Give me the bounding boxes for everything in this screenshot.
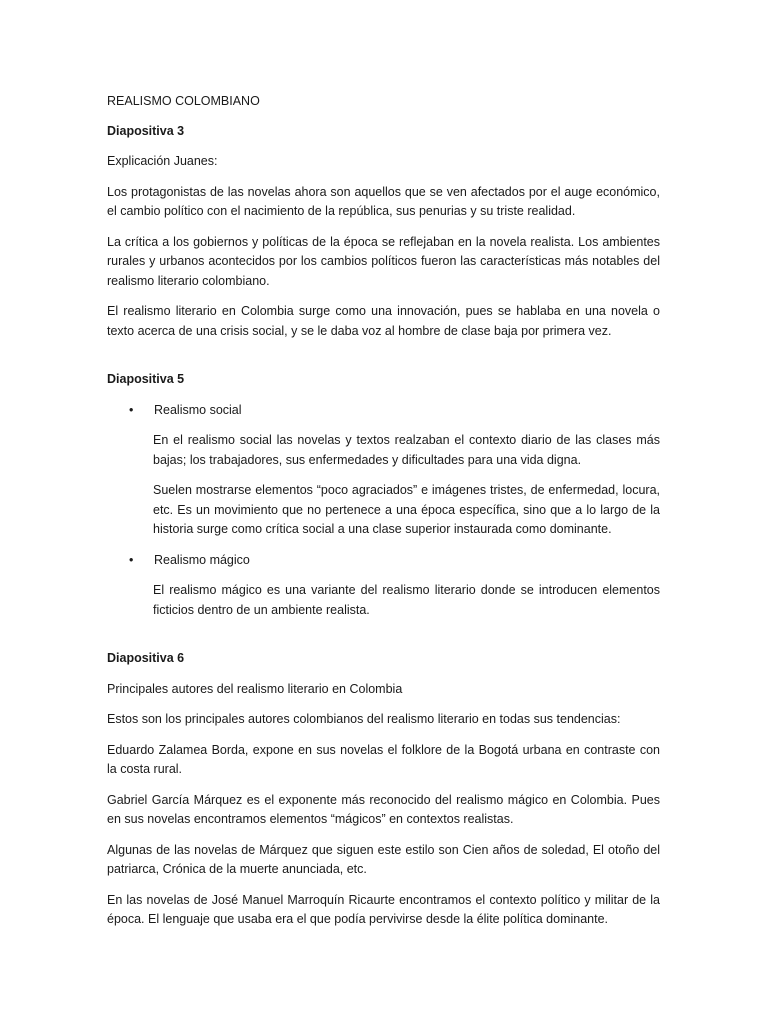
slide-3-paragraph: Los protagonistas de las novelas ahora son aquellos que se ven afectados por el auge económico, el cambio político con el nacimiento de la república, sus penurias y su triste realidad. bbox=[107, 184, 660, 218]
bullet-label: Realismo mágico bbox=[154, 552, 250, 567]
slide-6-paragraph: Gabriel García Márquez es el exponente más reconocido del realismo mágico en Colombia. Pues en sus novelas encontramos elementos “mágicos” en contextos realistas. bbox=[107, 792, 660, 826]
section-spacer bbox=[107, 631, 660, 649]
section-spacer bbox=[107, 352, 660, 370]
bullet-icon: • bbox=[129, 552, 134, 567]
slide-6-heading: Diapositiva 6 bbox=[107, 651, 185, 665]
bullet-item bbox=[107, 401, 660, 421]
document-title: REALISMO COLOMBIANO bbox=[107, 94, 260, 108]
bullet-item bbox=[107, 551, 660, 571]
bullet-paragraph: El realismo mágico es una variante del realismo literario donde se introducen elementos ficticios dentro de un ambiente realista. bbox=[153, 583, 660, 617]
bullet-paragraph: En el realismo social las novelas y textos realzaban el contexto diario de las clases más bajas; los trabajadores, sus enfermedades y dificultades para una vida digna. bbox=[153, 433, 660, 467]
slide-5-heading: Diapositiva 5 bbox=[107, 372, 185, 386]
slide-6-paragraph: Eduardo Zalamea Borda, expone en sus novelas el folklore de la Bogotá urbana en contraste con la costa rural. bbox=[107, 742, 660, 776]
slide-3-subheading: Explicación Juanes: bbox=[107, 154, 218, 168]
slide-3-paragraph: La crítica a los gobiernos y políticas de la época se reflejaban en la novela realista. Los ambientes rurales y urbanos acontecidos por los cambios políticos fueron las características más notables del realismo literario colombiano. bbox=[107, 234, 660, 288]
slide-6-paragraph: Algunas de las novelas de Márquez que siguen este estilo son Cien años de soledad, El otoño del patriarca, Crónica de la muerte anunciada, etc. bbox=[107, 842, 660, 876]
slide-6-subheading: Principales autores del realismo literario en Colombia bbox=[107, 681, 403, 696]
bullet-paragraph: Suelen mostrarse elementos “poco agraciados” e imágenes tristes, de enfermedad, locura, etc. Es un movimiento que no pertenece a una época específica, sino que a lo largo de la historia surge como crítica social a una clase superior instaurada como dominante. bbox=[153, 483, 660, 536]
bullet-icon: • bbox=[129, 402, 134, 417]
bullet-label: Realismo social bbox=[154, 402, 242, 417]
slide-6-paragraph: En las novelas de José Manuel Marroquín Ricaurte encontramos el contexto político y militar de la época. El lenguaje que usaba era el que podía pervivirse desde la élite política dominante. bbox=[107, 892, 660, 926]
slide-6-paragraph: Estos son los principales autores colombianos del realismo literario en todas sus tendencias: bbox=[107, 712, 621, 726]
slide-3-paragraph: El realismo literario en Colombia surge como una innovación, pues se hablaba en una novela o texto acerca de una crisis social, y se le daba voz al hombre de clase baja por primera vez. bbox=[107, 304, 660, 338]
document-page bbox=[107, 92, 660, 941]
slide-3-heading: Diapositiva 3 bbox=[107, 123, 185, 138]
